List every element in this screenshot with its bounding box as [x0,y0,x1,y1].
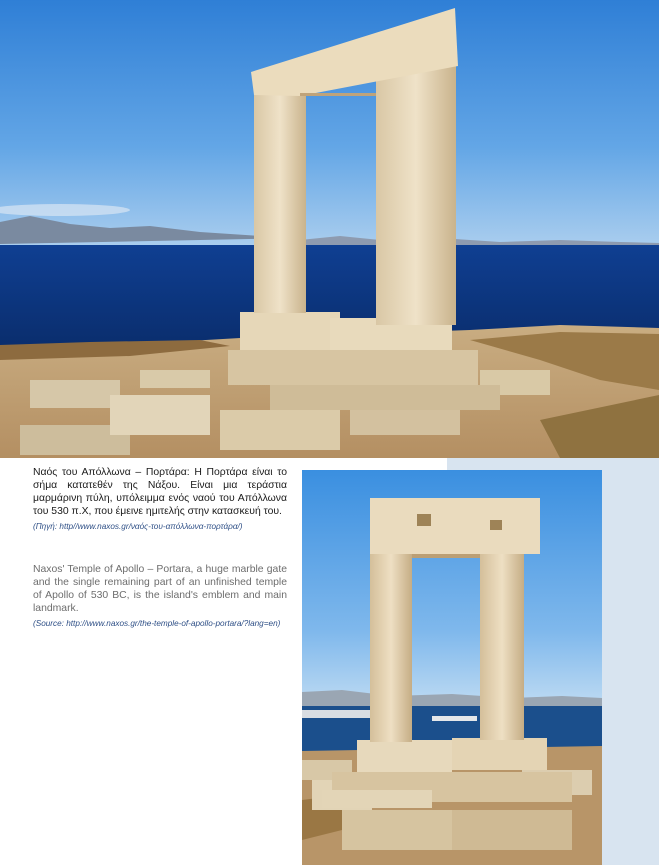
portara-photo-portrait [302,470,602,865]
caption-english-text: Naxos' Temple of Apollo – Portara, a huge marble gate and the single remaining part of an unfinished temple of Apollo of 530 BC, is the island's emblem and main landmark. [33,564,287,614]
caption-greek-text: Ναός του Απόλλωνα – Πορτάρα: Η Πορτάρα είναι το σήμα κατατεθέν της Νάξου. Είναι μια τεράστια μαρμάρινη πύλη, υπόλειμμα ενός ναού του Απόλλωνα του 530 π.Χ, που έμεινε ημιτελής στην κατασκευή του. [33,467,287,517]
caption-english [33,563,287,629]
caption-english-source: (Source: http://www.naxos.gr/the-temple-of-apollo-portara/?lang=en) [33,619,281,628]
caption-greek-source: (Πηγή: http//www.naxos.gr/ναός-του-απόλλωνα-πορτάρα/) [33,522,243,531]
caption-greek [33,466,287,532]
